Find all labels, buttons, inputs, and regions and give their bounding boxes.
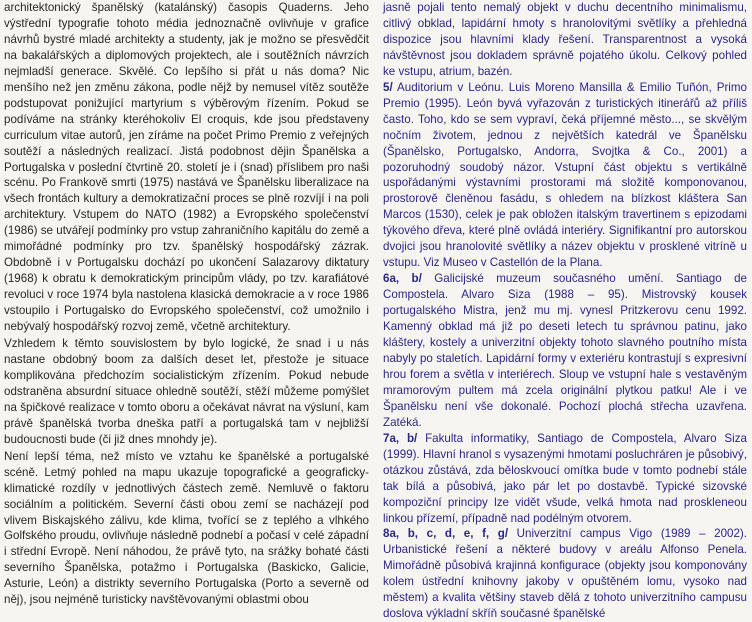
caption-lead: 5/ <box>383 80 393 94</box>
caption-entry-7 <box>383 431 747 527</box>
caption-text: jasně pojali tento nemalý objekt v duchu decentního minimalismu, citlivý obklad, lapidární hmoty s hranolovitými světlíky a přehledná dispozice jsou hlavními klady řešení. Transparentnost a vysoká návštěvnost jsou dokladem správně pojatého úkolu. Celkový pohled ke vstupu, atrium, bazén. <box>383 1 747 78</box>
caption-lead: 6a, b/ <box>383 272 422 286</box>
left-paragraph-2: Vzhledem k těmto souvislostem by bylo logické, že snad i u nás nastane obdobný boom za dalších deset let, přestože je situace komplikována předchozím socialistickým zřízením. Pokud nebude odstraněna absurdní situace ohledně soutěží, stěží můžeme pomýšlet na špičkové realizace v tomto oboru a očekávat návrat na výsluní, kam právě španělská tvorba dneška patří a portugalská tam v nejbližší budoucnosti bude (či již dnes mnohdy je). <box>4 337 369 446</box>
caption-lead: 8a, b, c, d, e, f, g/ <box>383 527 509 541</box>
caption-text: Fakulta informatiky, Santiago de Compostela, Alvaro Siza (1999). Hlavní hranol s vysazenými hmotami posluchráren je působivý, otázkou zůstává, zda běloskvoucí omítka bude v tomto podnebí stále tak bílá a působivá, jako pár let po dostavbě. Typické sizovské kompoziční principy lze vidět všude, velká hmota nad proskleneou linkou přízemí, případně nad podélným otvorem. <box>383 431 747 525</box>
left-paragraph-1: architektonický španělský (katalánský) časopis Quaderns. Jeho výstřední typografie tohoto média jednoznačně ovlivňuje v grafice návrhů bystré mladé architekty a studenty, jak je možno se přesvědčit na bakalářských a diplomových projektech, ale i soutěžních návrzích nejmladší generace. Skvělé. Co lepšího si přát u nás doma? Nic menšího než jen změnu zákona, podle nějž by nemusel vítěz soutěže podstupovat ponižující martyrium s výběrovým řízením. Pokud se podíváme na stránky kteréhokoliv El croquis, kde jsou představeny curriculum vitae autorů, jen zíráme na počet Primo Premio z veřejných soutěží a následných realizací. Jistá podobnost dějin Španělska a Portugalska v poslední čtvrtině 20. století je i (snad) příslibem pro naši scénu. Po Frankově smrti (1975) nastává ve Španělsku liberalizace na všech frontách kultury a demokratizační proces se plně rozvíjí i na poli architektury. Vstupem do NATO (1982) a Evropského společenství (1986) se utvářejí podmínky pro vstup zahraničního kapitálu do země a mimořádné podmínky pro tzv. španělský hospodářský zázrak. Obdobně i v Portugalsku dochází po ukončení Salazarovy diktatury (1968) k obratu k demokratickým principům vlády, po tzv. karafiátové revoluci v roce 1974 byla nastolena klasická demokracie a v roce 1986 vstoupilo i Portugalsko do Evropského společenství, což umožnilo i nebývalý hospodářský rozvoj země, včetně architektury. <box>4 1 369 334</box>
caption-entry-5 <box>383 80 747 271</box>
caption-entry-8 <box>383 526 747 622</box>
caption-entry-6 <box>383 271 747 431</box>
left-paragraph-3: Není lepší téma, než místo ve vztahu ke španělské a portugalské scéně. Letmý pohled na mapu ukazuje topografické a geograficky-klimatické rozdíly v jednotlivých částech země. Nemluvě o faktoru sociálním a politickém. Severní části obou zemí se nacházejí pod vlivem Biskajského zálivu, kde klima, tvořící se z teplého a vlhkého Golfského proudu, ovlivňuje následně podnebí a počasí v celé západní i střední Evropě. Není náhodou, že právě tyto, na srážky bohaté části severního Španělska, potažmo i Portugalska (Baskicko, Galicie, Asturie, León) a distrikty severního Portugalska (Porto a severně od něj), jsou nejméně turisticky navštěvovanými oblastmi obou <box>4 449 369 607</box>
caption-text: Univerzitní campus Vigo (1989 – 2002). Urbanistické řešení a některé budovy v areálu Alfonso Penela. Mimořádně působivá krajinná konfigurace (objekty jsou komponovány kolem ústřední knihovny jakoby v opuštěném lomu, vysoko nad městem) a kvalita většiny staveb dělá z tohoto univerzitního campusu doslova výkladní skříň současné španělské <box>383 527 747 621</box>
left-text-column <box>4 0 369 607</box>
right-caption-column <box>383 0 747 621</box>
caption-lead: 7a, b/ <box>383 431 418 445</box>
caption-text: Auditorium v Leónu. Luis Moreno Mansilla & Emilio Tuñón, Primo Premio (1995). León byvá vyřazován z turistických itinerářů až příliš často. Toho, kdo se sem vypraví, čeká příjemné město..., se skvělým nočním životem, jednou z největších katedrál ve Španělsku (Španělsko, Portugalsko, Andorra, Svojtka & Co., 2001) a pozoruhodný soudobý názor. Vstupní část objektu s vertikálně uspořádanými výstavními prostorami má složitě komponovanou, prostorově členěnou fasádu, s ohledem na blízkost kláštera San Marcos (1530), celek je pak obložen italským travertinem s epizodami týkového dřeva, které plně ovládá interiéry. Signifikantní pro autorskou dvojici jsou hranolovité světlíky a název objektu v prosklené vitríně u vstupu. Viz Museo v Castellón de la Plana. <box>383 80 747 270</box>
caption-entry-continued <box>383 0 747 80</box>
caption-text: Galicijské muzeum současného umění. Santiago de Compostela. Alvaro Siza (1988 – 95). Mistrovský kousek portugalského Mistra, jenž mu mj. vynesl Pritzkerovu cenu 1992. Kamenný obklad má již po deseti letech tu správnou patinu, jako kláštery, kostely a univerzitní objekty tohoto slavného poutního místa nabyly po staletích. Lapidární formy v exteriéru kontrastují s expresivní hrou forem a světla v interiérech. Sloup ve vstupní hale s vestavěným mramorovým pultem má zcela originální plytkou patku! Ale i ve Španělsku není vše dokonalé. Pochozí plochá střecha uzavřena. Zatéká. <box>383 272 747 429</box>
